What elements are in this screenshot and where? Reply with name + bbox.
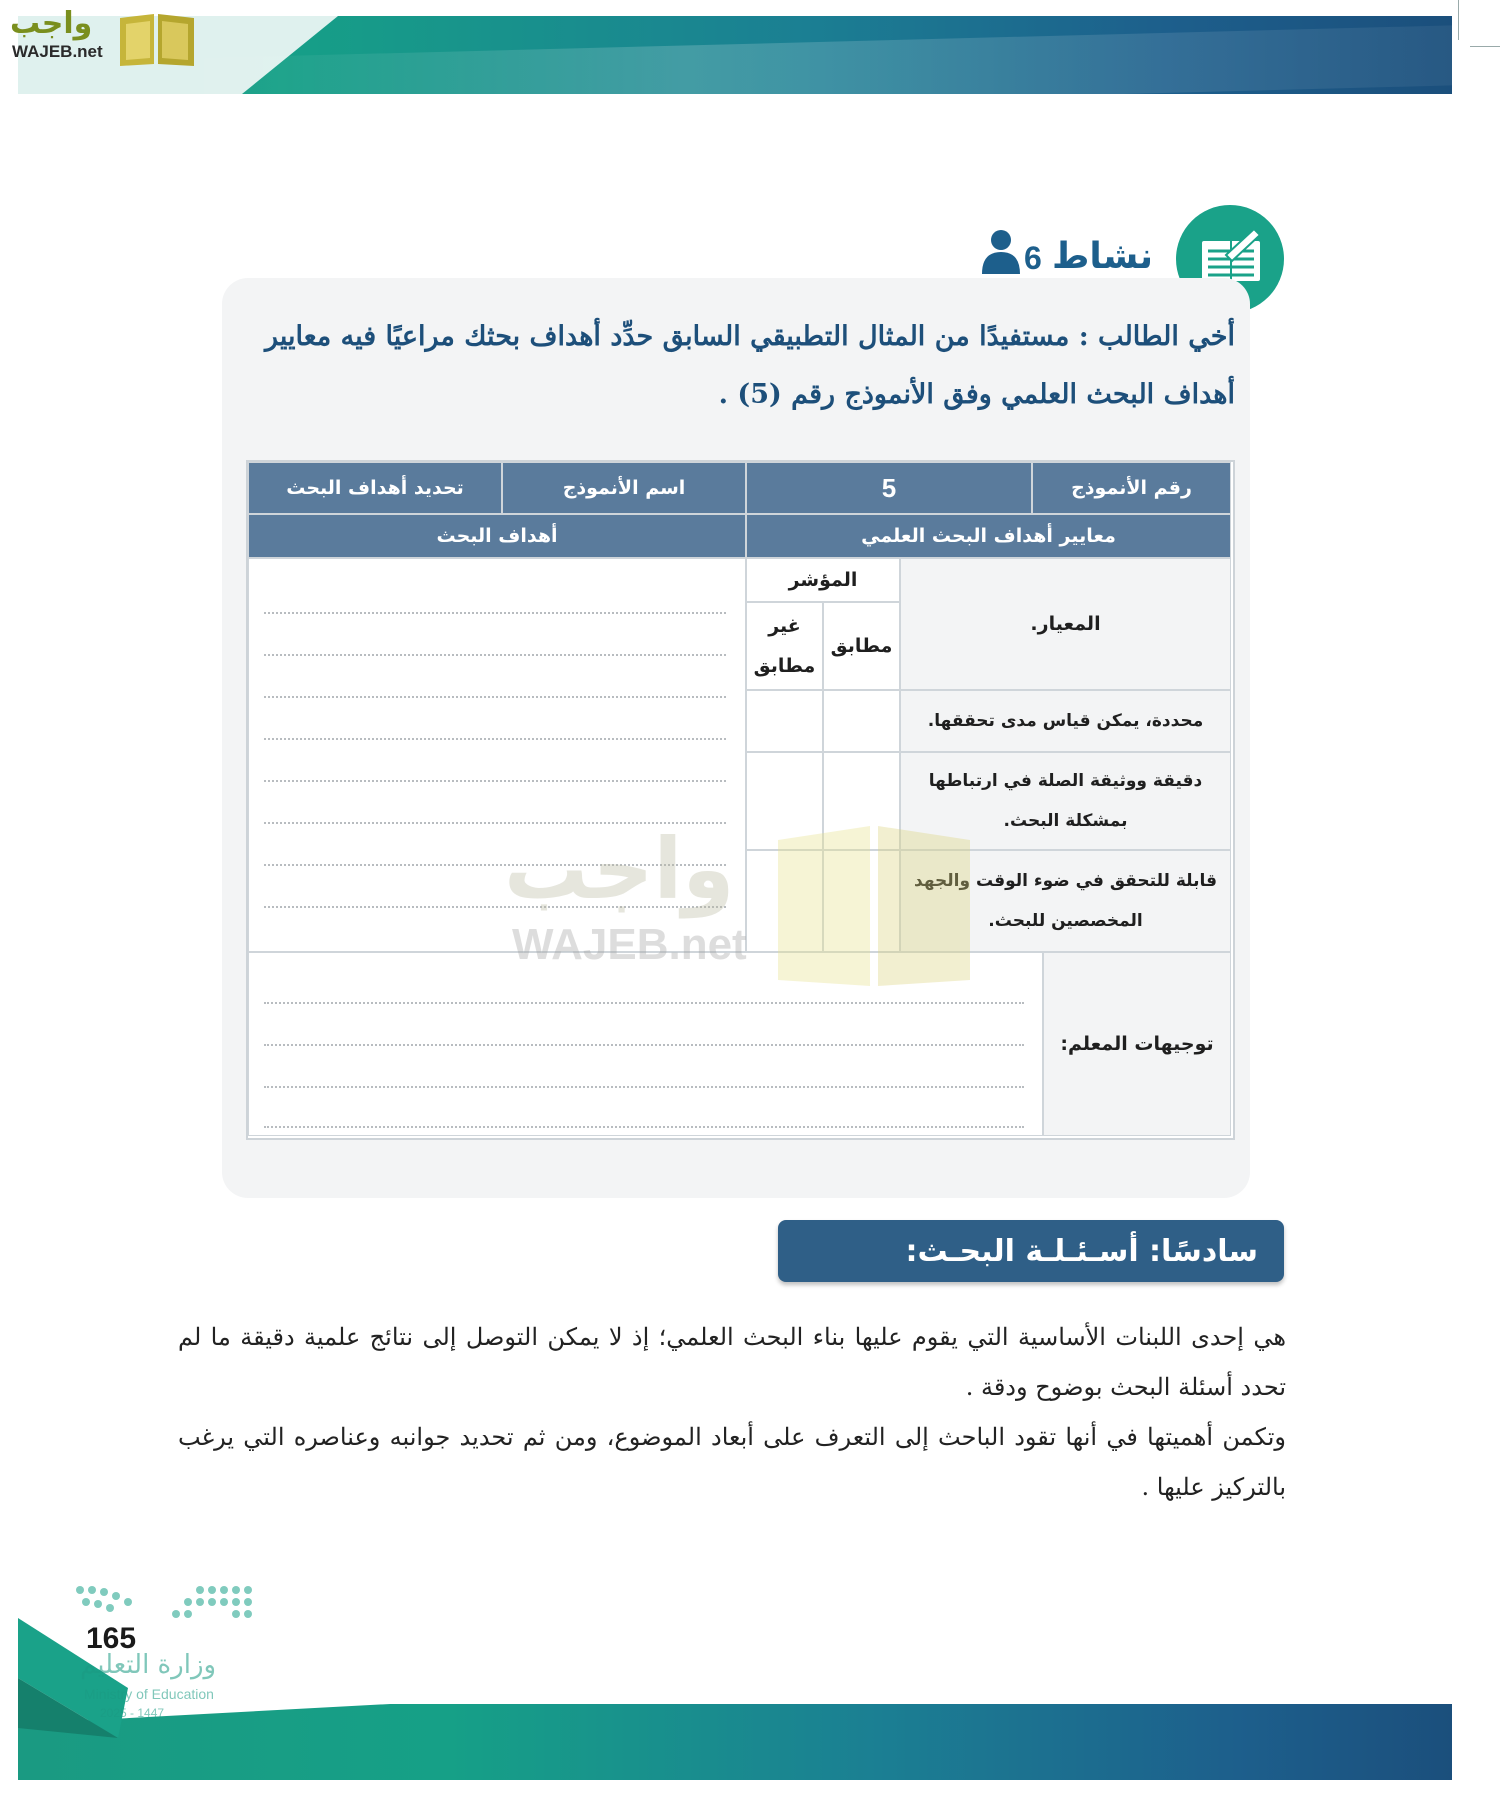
section-heading: سادسًا: أسـئـلـة البحـث: xyxy=(778,1220,1284,1282)
crop-mark xyxy=(1458,0,1459,40)
book-icon xyxy=(118,10,196,68)
bottom-banner xyxy=(18,1704,1452,1780)
model-number-label: رقم الأنموذج xyxy=(1032,462,1231,514)
indicator-label: المؤشر xyxy=(746,558,900,602)
model-name-value: تحديد أهداف البحث xyxy=(248,462,502,514)
ministry-year: 2025 - 1447 xyxy=(100,1706,165,1720)
teacher-guidance-label: توجيهات المعلم: xyxy=(1043,952,1231,1136)
activity-prompt: أخي الطالب : مستفيدًا من المثال التطبيقي السابق حدِّد أهداف بحثك مراعيًا فيه معايير أهداف البحث العلمي وفق الأنموذج رقم (5) . xyxy=(264,321,1235,410)
objectives-table xyxy=(246,460,1235,1140)
wajeb-logo[interactable] xyxy=(10,6,190,66)
nomatch-label: غير مطابق xyxy=(746,602,823,690)
watermark-book-icon xyxy=(774,820,974,990)
watermark-latin: WAJEB.net xyxy=(512,920,747,969)
watermark xyxy=(504,820,1024,990)
guidance-line xyxy=(264,1086,1024,1088)
guidance-line xyxy=(264,1044,1024,1046)
individual-activity-icon xyxy=(980,228,1022,276)
answer-line xyxy=(264,780,726,782)
watermark-arabic: واجب xyxy=(504,820,735,918)
logo-arabic-text: واجب xyxy=(10,6,93,41)
ministry-arabic: وزارة التعليم xyxy=(80,1650,217,1680)
answer-line xyxy=(264,654,726,656)
criterion-row-2: دقيقة ووثيقة الصلة في ارتباطها بمشكلة البحث. xyxy=(900,752,1231,850)
ministry-english: Ministry of Education xyxy=(84,1686,214,1702)
criterion-row-1: محددة، يمكن قياس مدى تحققها. xyxy=(900,690,1231,752)
body-text xyxy=(178,1312,1286,1512)
model-number-value: 5 xyxy=(746,462,1032,514)
match-check-1[interactable] xyxy=(823,690,900,752)
answer-line xyxy=(264,612,726,614)
guidance-line xyxy=(264,1126,1024,1128)
top-banner xyxy=(18,16,1452,94)
logo-latin-text: WAJEB.net xyxy=(12,42,103,61)
match-label: مطابق xyxy=(823,602,900,690)
guidance-line xyxy=(264,1002,1024,1004)
answer-line xyxy=(264,738,726,740)
answer-line xyxy=(264,696,726,698)
crop-mark xyxy=(1470,46,1500,47)
paragraph-2: وتكمن أهميتها في أنها تقود الباحث إلى التعرف على أبعاد الموضوع، ومن ثم تحديد جوانبه وعناصره التي يرغب بالتركيز عليها . xyxy=(178,1423,1286,1501)
objectives-title: أهداف البحث xyxy=(248,514,746,558)
page-number: 165 xyxy=(86,1622,137,1655)
model-name-label: اسم الأنموذج xyxy=(502,462,746,514)
activity-number: 6 xyxy=(1024,240,1042,276)
criteria-title: معايير أهداف البحث العلمي xyxy=(746,514,1231,558)
nomatch-check-1[interactable] xyxy=(746,690,823,752)
criterion-row-3: قابلة للتحقق في ضوء الوقت والجهد المخصصين للبحث. xyxy=(900,850,1231,952)
paragraph-1: هي إحدى اللبنات الأساسية التي يقوم عليها بناء البحث العلمي؛ إذ لا يمكن التوصل إلى نتائج علمية دقيقة ما لم تحدد أسئلة البحث بوضوح ودقة . xyxy=(178,1323,1286,1401)
criterion-label: المعيار. xyxy=(900,558,1231,690)
activity-title: نشاط xyxy=(1052,236,1154,277)
